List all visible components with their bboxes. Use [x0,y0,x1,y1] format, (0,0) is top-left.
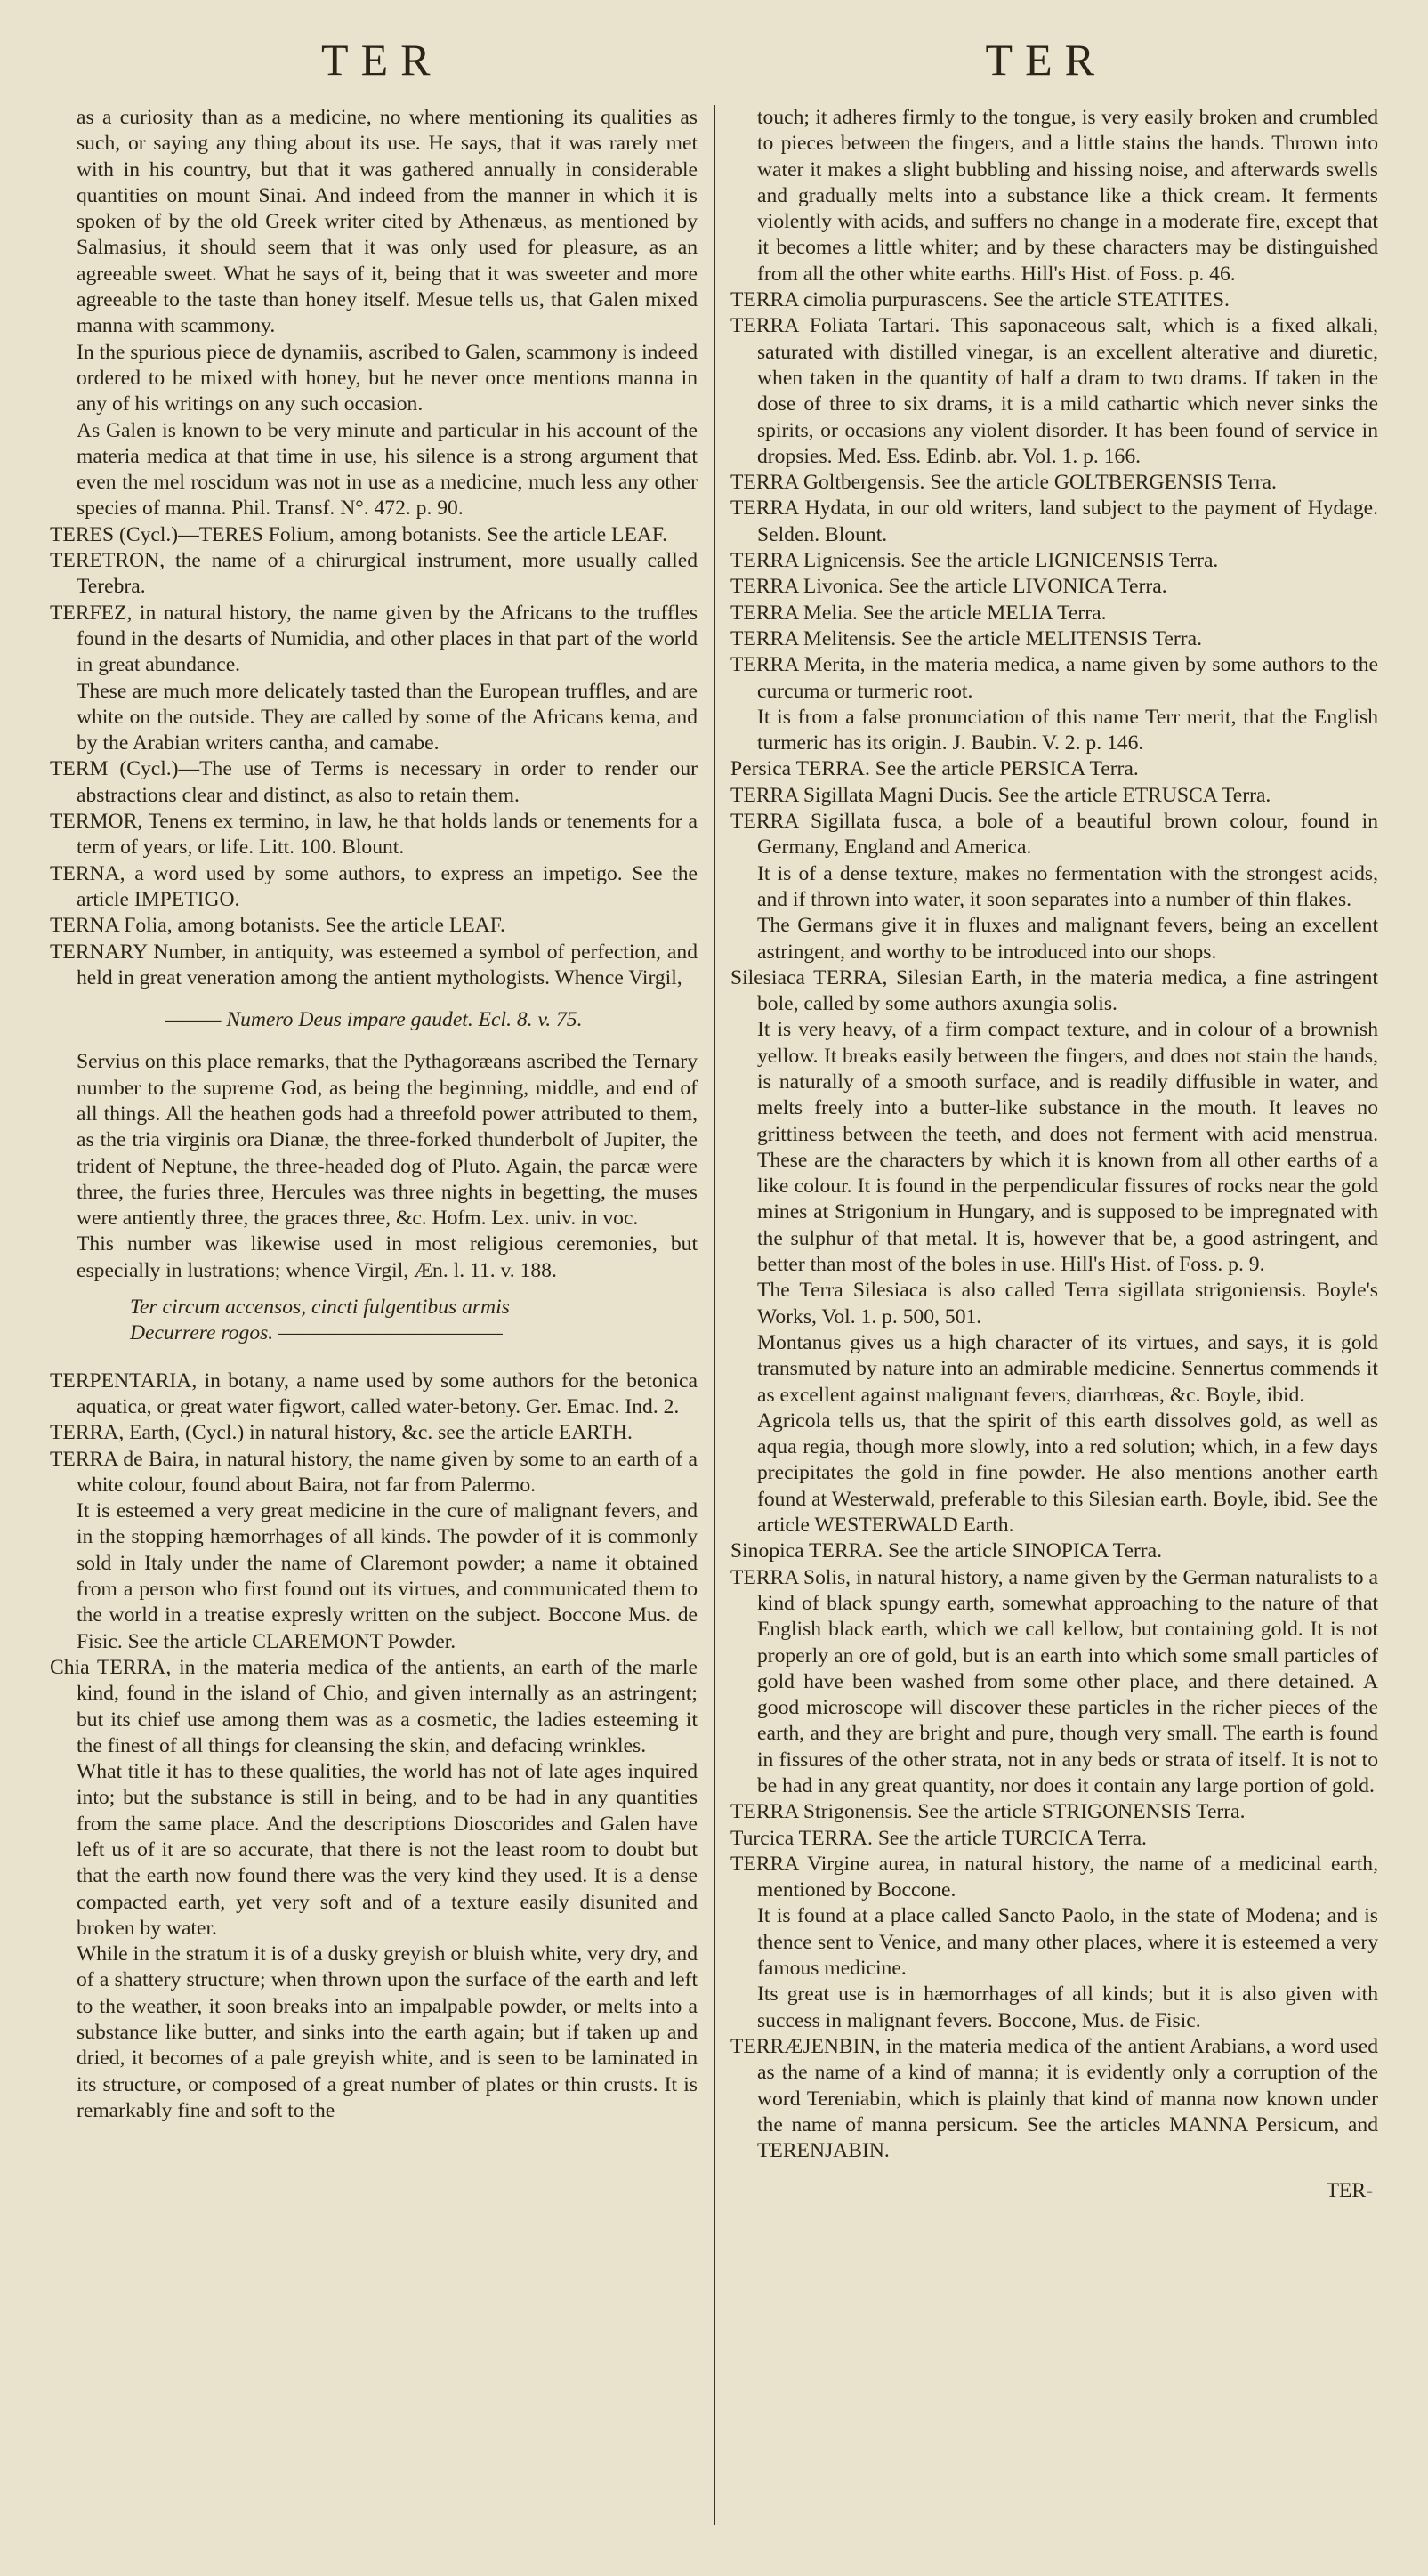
dictionary-entry: Silesiaca TERRA, Silesian Earth, in the materia medica, a fine astringent bole, called by some authors axungia solis. [730,965,1378,1016]
entry-paragraph: In the spurious piece de dynamiis, ascribed to Galen, scammony is indeed ordered to be mixed with honey, but he never once mentions manna in any of his writings on any such occasion. [77,340,698,416]
entry-paragraph: as a curiosity than as a medicine, no where mentioning its qualities as such, or saying any thing about its use. He says, that it was rarely met with in his country, but that it was gathered annually in considerable quantities on mount Sinai. And indeed from the manner in which it is spoken of by the old Greek writer cited by Athenæus, as mentioned by Salmasius, it should seem that it was only used for pleasure, as an agreeable sweet. What he says of it, being that it was sweeter and more agreeable to the taste than honey itself. Mesue tells us, that Galen mixed manna with scammony. [77,106,698,338]
dictionary-entry: Persica TERRA. See the article PERSICA Terra. [730,757,1139,781]
entry-paragraph: It is esteemed a very great medicine in the cure of malignant fevers, and in the stopping hæmorrhages of all kinds. The powder of it is commonly sold in Italy under the name of Claremont powder; a name it obtained from a person who first found out its virtues, and communicated them to the world in a treatise expresly written on the subject. Boccone Mus. de Fisic. See the article CLAREMONT Powder. [77,1499,698,1653]
left-column [50,105,698,2525]
dictionary-entry: TERRA Sigillata fusca, a bole of a beautiful brown colour, found in Germany, England and America. [730,810,1378,860]
dictionary-entry: TERRA Livonica. See the article LIVONICA Terra. [730,575,1167,599]
entry-paragraph: While in the stratum it is of a dusky greyish or bluish white, very dry, and of a shattery structure; when thrown upon the surface of the earth and left to the weather, it soon breaks into an impalpable powder, or melts into a substance like butter, and sinks into the earth again; but if taken up and dried, it becomes of a pale greyish white, and is seen to be laminated in its structure, or composed of a great number of plates or thin crusts. It is remarkably fine and soft to the [77,1942,698,2122]
catchword: TER- [1326,2179,1373,2203]
dictionary-entry: TERRA Hydata, in our old writers, land subject to the payment of Hydage. Selden. Blount. [730,497,1378,546]
entry-paragraph: It is found at a place called Sancto Paolo, in the state of Modena; and is thence sent to Venice, and many other places, where it is esteemed a very famous medicine. [757,1904,1378,1981]
dictionary-entry: TERFEZ, in natural history, the name given by the Africans to the truffles found in the desarts of Numidia, and other places in that part of the world in great abundance. [50,601,698,677]
dictionary-entry: TERES (Cycl.)—TERES Folium, among botanists. See the article LEAF. [50,522,668,546]
entry-paragraph: It is from a false pronunciation of this name Terr merit, that the English turmeric has its origin. J. Baubin. V. 2. p. 146. [757,705,1378,755]
right-column [730,105,1378,2525]
entry-paragraph: What title it has to these qualities, the world has not of late ages inquired into; but the substance is still in being, and to be had in any quantities from the same place. And the descriptions Dioscorides and Galen have left us of it are so accurate, that there is not the least room to doubt but that the earth now found there was the very kind they used. It is a dense compacted earth, yet very soft and of a texture easily disunited and broken by water. [77,1760,698,1940]
dictionary-entry: Sinopica TERRA. See the article SINOPICA Terra. [730,1539,1162,1563]
entry-paragraph: Agricola tells us, that the spirit of this earth dissolves gold, as well as aqua regia, though more slowly, into a red solution; which, in a few days precipitates the gold in fine powder. He also mentions another earth found at Westerwald, preferable to this Silesian earth. Boyle, ibid. See the article WESTERWALD Earth. [757,1409,1378,1538]
dictionary-entry: TERRA cimolia purpurascens. See the article STEATITES. [730,288,1230,312]
entry-paragraph: Montanus gives us a high character of its virtues, and says, it is gold transmuted by nature into an admirable medicine. Sennertus commends it as excellent against malignant fevers, diarrhœas, &c. Boyle, ibid. [757,1330,1378,1407]
column-divider [714,105,715,2525]
entry-paragraph: Servius on this place remarks, that the Pythagoræans ascribed the Ternary number to the supreme God, as being the beginning, middle, and end of all things. All the heathen gods had a threefold power attributed to them, as the tria virginis ora Dianæ, the three-forked thunderbolt of Jupiter, the trident of Neptune, the three-headed dog of Pluto. Again, the parcæ were three, the furies three, Hercules was three nights in begetting, the muses were antiently three, the graces three, &c. Hofm. Lex. univ. in voc. [77,1050,698,1231]
entry-paragraph: The Germans give it in fluxes and malignant fevers, being an excellent astringent, and worthy to be introduced into our shops. [757,914,1378,964]
entry-paragraph: Ter circum accensos, cincti fulgentibus armis [130,1296,510,1320]
dictionary-entry: TERNARY Number, in antiquity, was esteemed a symbol of perfection, and held in great veneration among the antient mythologists. Whence Virgil, [50,940,698,989]
dictionary-entry: TERNA, a word used by some authors, to express an impetigo. See the article IMPETIGO. [50,861,698,911]
running-head [50,32,1378,87]
dictionary-entry: TERRA Melia. See the article MELIA Terra. [730,601,1107,625]
entry-paragraph: ——— Numero Deus impare gaudet. Ecl. 8. v. 75. [165,1008,583,1032]
entry-paragraph: This number was likewise used in most religious ceremonies, but especially in lustrations; whence Virgil, Æn. l. 11. v. 188. [77,1232,698,1282]
dictionary-entry: TERRA Melitensis. See the article MELITENSIS Terra. [730,626,1202,650]
dictionary-entry: TERETRON, the name of a chirurgical instrument, more usually called Terebra. [50,549,698,599]
entry-paragraph: Its great use is in hæmorrhages of all kinds; but it is also given with success in malignant fevers. Boccone, Mus. de Fisic. [757,1982,1378,2032]
entry-paragraph: It is of a dense texture, makes no fermentation with the strongest acids, and if thrown into water, it soon separates into a number of thin flakes. [757,861,1378,911]
entry-paragraph: The Terra Silesiaca is also called Terra sigillata strigoniensis. Boyle's Works, Vol. 1. p. 500, 501. [757,1279,1378,1328]
running-head-left: TER [321,35,443,85]
dictionary-entry: TERRA Foliata Tartari. This saponaceous salt, which is a fixed alkali, saturated with distilled vinegar, is an excellent alterative and diuretic, when taken in the quantity of half a dram to two drams. If taken in the dose of three to six drams, it is a mild cathartic which never sinks the spirits, or occasions any violent disorder. It has been found of service in dropsies. Med. Ess. Edinb. abr. Vol. 1. p. 166. [730,314,1378,468]
dictionary-entry: TERRA Merita, in the materia medica, a name given by some authors to the curcuma or turmeric root. [730,653,1378,703]
dictionary-entry: TERRA Strigonensis. See the article STRIGONENSIS Terra. [730,1800,1246,1824]
dictionary-entry: TERNA Folia, among botanists. See the article LEAF. [50,914,505,938]
dictionary-entry: TERRA, Earth, (Cycl.) in natural history, &c. see the article EARTH. [50,1421,633,1445]
dictionary-entry: TERRA Lignicensis. See the article LIGNICENSIS Terra. [730,549,1219,573]
dictionary-entry: TERRA de Baira, in natural history, the name given by some to an earth of a white colour, found about Baira, not far from Palermo. [50,1447,698,1497]
dictionary-entry: TERRA Solis, in natural history, a name given by the German naturalists to a kind of black spungy earth, somewhat approaching to the nature of that English black earth, which we call kellow, but containing gold. It is not properly an ore of gold, but is an earth into which some small particles of gold have been washed from some other place, and there detained. A good microscope will discover these particles in the richer pieces of the earth, and they are bright and pure, though very small. The earth is found in fissures of the other strata, not in any beds or strata of itself. It is not to be had in any great quantity, nor does it contain any large portion of gold. [730,1565,1378,1797]
dictionary-entry: TERPENTARIA, in botany, a name used by some authors for the betonica aquatica, or great water figwort, called water-betony. Ger. Emac. Ind. 2. [50,1369,698,1418]
dictionary-entry: TERRA Virgine aurea, in natural history, the name of a medicinal earth, mentioned by Boccone. [730,1852,1378,1902]
dictionary-entry: Turcica TERRA. See the article TURCICA Terra. [730,1826,1147,1850]
entry-paragraph: It is very heavy, of a firm compact texture, and in colour of a brownish yellow. It breaks easily between the fingers, and does not stain the hands, is naturally of a smooth surface, and is readily diffusible in water, and melts freely into a butter-like substance in the mouth. It leaves no grittiness between the teeth, and does not ferment with acid menstrua. These are the characters by which it is known from all other earths of a like colour. It is found in the perpendicular fissures of rocks near the gold mines at Strigonium in Hungary, and is supposed to be impregnated with the sulphur of that metal. It is, however that be, a good astringent, and better than most of the boles in use. Hill's Hist. of Foss. p. 9. [757,1018,1378,1277]
dictionary-entry: TERRA Goltbergensis. See the article GOLTBERGENSIS Terra. [730,471,1277,495]
dictionary-entry: TERM (Cycl.)—The use of Terms is necessary in order to render our abstractions clear and distinct, as also to retain them. [50,757,698,807]
dictionary-entry: TERRÆJENBIN, in the materia medica of the antient Arabians, a word used as the name of a kind of manna; it is evidently only a corruption of the word Tereniabin, which is plainly that kind of manna now known under the name of manna persicum. See the articles MANNA Persicum, and TERENJABIN. [730,2034,1378,2163]
dictionary-entry: Chia TERRA, in the materia medica of the antients, an earth of the marle kind, found in the island of Chio, and given internally as an astringent; but its chief use among them was as a cosmetic, the ladies esteeming it the finest of all things for cleansing the skin, and defacing wrinkles. [50,1655,698,1757]
entry-paragraph: As Galen is known to be very minute and particular in his account of the materia medica at that time in use, his silence is a strong argument that even the mel roscidum was not in use as a medicine, much less any other species of manna. Phil. Transf. N°. 472. p. 90. [77,418,698,521]
dictionary-entry: TERRA Sigillata Magni Ducis. See the article ETRUSCA Terra. [730,783,1271,807]
text-columns [50,105,1378,2525]
running-head-right: TER [985,35,1107,85]
entry-paragraph: These are much more delicately tasted than the European truffles, and are white on the outside. They are called by some of the Africans kema, and by the Arabian writers cantha, and camabe. [77,679,698,755]
entry-paragraph: Decurrere rogos. ———————————— [130,1321,503,1345]
dictionary-entry: TERMOR, Tenens ex termino, in law, he that holds lands or tenements for a term of years, or life. Litt. 100. Blount. [50,810,698,860]
entry-paragraph: touch; it adheres firmly to the tongue, is very easily broken and crumbled to pieces between the fingers, and a little stains the hands. Thrown into water it makes a slight bubbling and hissing noise, and afterwards swells and gradually melts into a substance like a thick cream. It ferments violently with acids, and suffers no change in a moderate fire, except that it becomes a little whiter; and by these characters may be distinguished from all the other white earths. Hill's Hist. of Foss. p. 46. [757,106,1378,286]
